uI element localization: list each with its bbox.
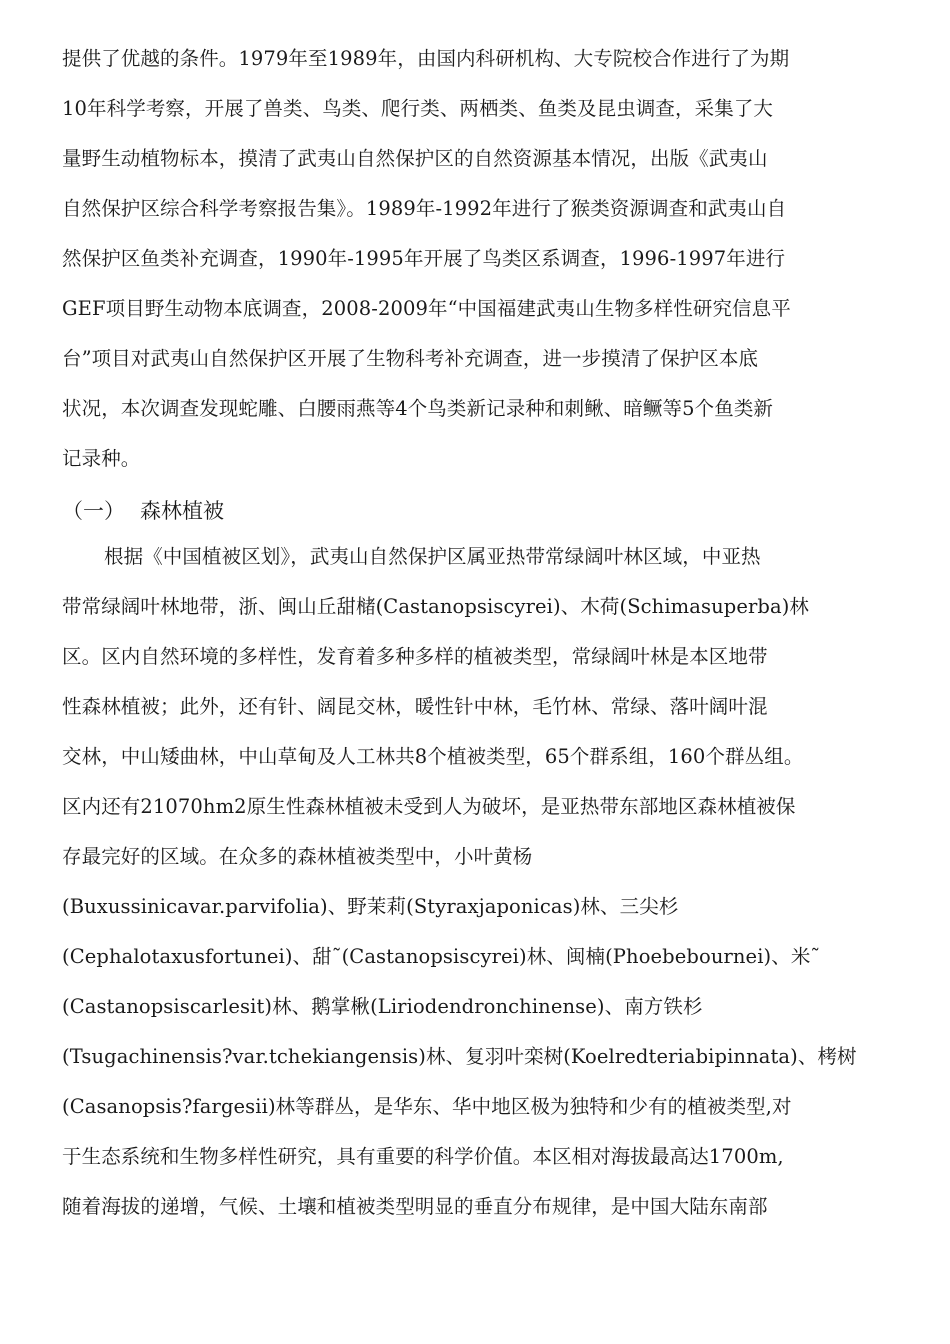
text-line: 提供了优越的条件。1979年至1989年，由国内科研机构、大专院校合作进行了为期 <box>62 47 790 70</box>
text-line: (Cephalotaxusfortunei)、甜˜(Castanopsiscyrei)林、闽楠(Phoebebournei)、米˜ <box>62 945 821 968</box>
text-line: (Casanopsis?fargesii)林等群丛，是华东、华中地区极为独特和少有的植被类型,对 <box>62 1095 792 1118</box>
text-line: 区。区内自然环境的多样性，发育着多种多样的植被类型，常绿阔叶林是本区地带 <box>62 645 768 668</box>
section-number: （一） <box>62 499 125 523</box>
text-line: 性森林植被；此外，还有针、阔昆交林，暖性针中林，毛竹林、常绿、落叶阔叶混 <box>62 695 768 718</box>
text-line: 自然保护区综合科学考察报告集》。1989年-1992年进行了猴类资源调查和武夷山自 <box>62 197 787 220</box>
text-line: 状况，本次调查发现蛇雕、白腰雨燕等4个鸟类新记录种和刺鳅、暗鳜等5个鱼类新 <box>62 397 774 420</box>
section-heading <box>62 496 224 526</box>
text-line: 记录种。 <box>62 447 141 470</box>
text-line: (Castanopsiscarlesit)林、鹅掌楸(Liriodendronchinense)、南方铁杉 <box>62 995 703 1018</box>
text-line: (Buxussinicavar.parvifolia)、野茉莉(Styraxjaponicas)林、三尖杉 <box>62 895 679 918</box>
text-line: 存最完好的区域。在众多的森林植被类型中，小叶黄杨 <box>62 845 533 868</box>
text-line: GEF项目野生动物本底调查，2008-2009年“中国福建武夷山生物多样性研究信息平 <box>62 297 791 320</box>
text-line: 台”项目对武夷山自然保护区开展了生物科考补充调查，进一步摸清了保护区本底 <box>62 347 759 370</box>
text-line: 根据《中国植被区划》，武夷山自然保护区属亚热带常绿阔叶林区域，中亚热 <box>104 545 761 568</box>
text-line: (Tsugachinensis?var.tchekiangensis)林、复羽叶栾树(Koelredteriabipinnata)、栲树 <box>62 1045 857 1068</box>
text-line: 10年科学考察，开展了兽类、鸟类、爬行类、两栖类、鱼类及昆虫调查，采集了大 <box>62 97 774 120</box>
section-title: 森林植被 <box>140 499 224 523</box>
text-line: 量野生动植物标本，摸清了武夷山自然保护区的自然资源基本情况，出版《武夷山 <box>62 147 768 170</box>
text-line: 区内还有21070hm2原生性森林植被未受到人为破坏，是亚热带东部地区森林植被保 <box>62 795 796 818</box>
text-line: 交林，中山矮曲林，中山草甸及人工林共8个植被类型，65个群系组，160个群丛组。 <box>62 745 804 768</box>
text-line: 随着海拔的递增，气候、土壤和植被类型明显的垂直分布规律，是中国大陆东南部 <box>62 1195 768 1218</box>
text-line: 然保护区鱼类补充调查，1990年-1995年开展了鸟类区系调查，1996-1997年进行 <box>62 247 786 270</box>
text-line: 带常绿阔叶林地带，浙、闽山丘甜槠(Castanopsiscyrei)、木荷(Schimasuperba)林 <box>62 595 810 618</box>
text-line: 于生态系统和生物多样性研究，具有重要的科学价值。本区相对海拔最高达1700m, <box>62 1145 784 1168</box>
